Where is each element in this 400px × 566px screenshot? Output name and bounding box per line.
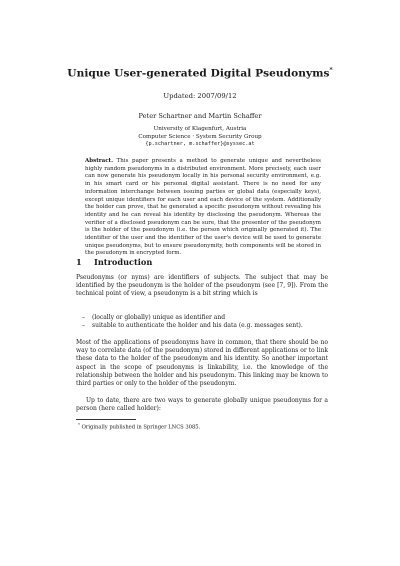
list-bullet: – [82,314,85,321]
authors: Peter Schartner and Martin Schaffer [138,112,262,120]
list-item [82,314,322,322]
section-title-text: Introduction [94,257,153,267]
section-number: 1 [76,257,82,267]
list-item [82,322,322,330]
paper-title-text: Unique User-generated Digital Pseudonyms [67,67,330,80]
affiliation-emails: {p.schartner, m.schaffer}@syssec.at [145,141,255,147]
section-heading-introduction [76,257,152,267]
title-footnote-marker: * [329,67,333,74]
list-item-text: suitable to authenticate the holder and his data (e.g. messages sent). [92,322,303,330]
footnote [78,422,200,431]
intro-paragraph-3: Up to date, there are two ways to generate globally unique pseudonyms for a person (here called holder): [76,397,328,413]
footnote-rule [76,419,136,420]
footnote-text: Originally published in Springer LNCS 3085. [81,424,201,431]
intro-paragraph-1: Pseudonyms (or nyms) are identifiers of subjects. The subject that may be identified by the pseudonym is the holder of the pseudonym (see [7, 9]). From the technical point of view, a pseudonym is a bit string which is [76,274,328,298]
footnote-marker: * [78,422,80,427]
affiliation-university: University of Klagenfurt, Austria [153,126,247,132]
abstract-label: Abstract. [85,158,114,164]
affiliation-group: Computer Science · System Security Group [138,133,262,140]
property-list [82,314,322,330]
updated-date: Updated: 2007/09/12 [163,92,237,100]
abstract-text: This paper presents a method to generate unique and nevertheless highly random pseudonyms in a distributed environment. More precisely, each user can now generate his pseudonym locally in his personal security environment, e.g. in his smart card or his personal digital assistant. There is no need for any information interchange between issuing parties or global data (especially keys), except unique identifiers for each user and each device of the system. Additionally the holder can prove, that he generated a specific pseudonym without revealing his identity and he can reveal his identity by disclosing the pseudonym. Whereas the verifier of a disclosed pseudonym can be sure, that the presenter of the pseudonym is the holder of the pseudonym (i.e. the person which originally generated it). The identifier of the user and the identifier of the user's device will be used to generate unique pseudonyms, but to ensure pseudonymity, both components will be stored in the pseudonym in encrypted form. [85,158,321,257]
intro-paragraph-2: Most of the applications of pseudonyms have in common, that there should be no way to correlate data (of the pseudonym) stored in different applications or to link these data to the holder of the pseudonym and his identity. So another important aspect in the scope of pseudonyms is linkability, i.e. the knowledge of the relationship between the holder and his pseudonym. This linking may be known to third parties or only to the holder of the pseudonym. [76,339,328,388]
abstract [85,158,321,258]
affiliation [0,126,400,149]
list-bullet: – [82,322,85,330]
list-item-text: (locally or globally) unique as identifier and [92,314,226,321]
paper-title [0,67,400,80]
